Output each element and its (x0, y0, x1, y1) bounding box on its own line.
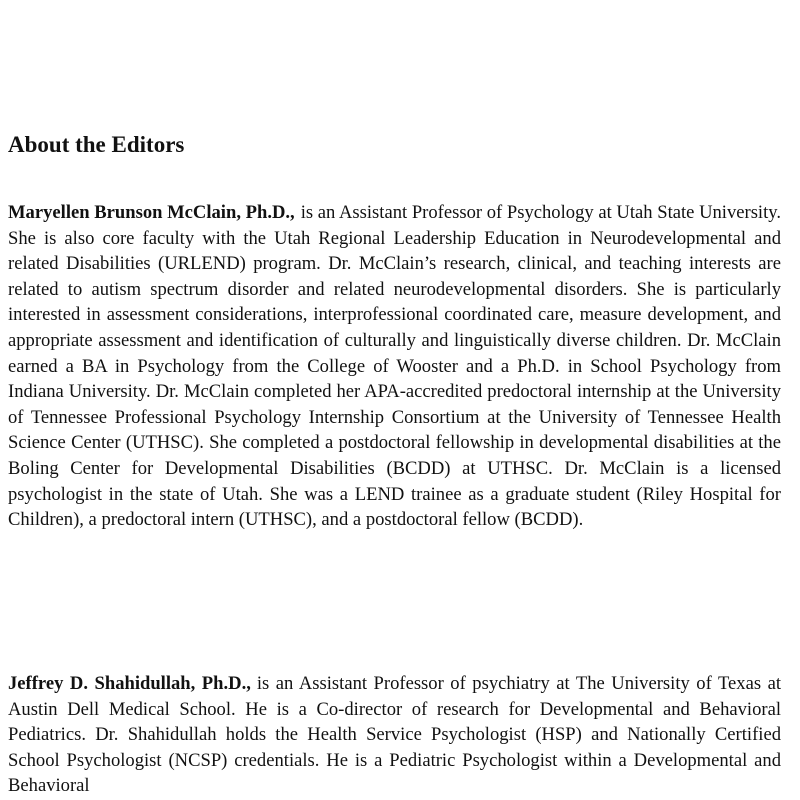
document-page (8, 0, 781, 800)
editor-bio-text: is an Assistant Professor of Psychology at Utah State University. She is also core faculty with the Utah Regional Leadership Education in Neurodevelopmental and related Disabilities (URLEND) program. Dr. McClain’s research, clinical, and teaching interests are related to autism spectrum disorder and related neurodevelopmental disorders. She is particularly interested in assessment considerations, interprofessional coordinated care, measure development, and appropriate assessment and identification of culturally and linguistically diverse children. Dr. McClain earned a BA in Psychology from the College of Wooster and a Ph.D. in School Psychology from Indiana University. Dr. McClain completed her APA-accredited predoctoral internship at the University of Tennessee Professional Psychology Internship Consortium at the University of Tennessee Health Science Center (UTHSC). She completed a postdoctoral fellowship in developmental disabilities at the Boling Center for Developmental Disabilities (BCDD) at UTHSC. Dr. McClain is a licensed psychologist in the state of Utah. She was a LEND trainee as a graduate student (Riley Hospital for Children), a predoctoral intern (UTHSC), and a postdoctoral fellow (BCDD). (8, 202, 781, 531)
section-heading: About the Editors (8, 132, 185, 157)
editor-bio-text: is an Assistant Professor of psychiatry at The University of Texas at Austin Dell Medical School. He is a Co-director of research for Developmental and Behavioral Pediatrics. Dr. Shahidullah holds the Health Service Psychologist (HSP) and Nationally Certified School Psychologist (NCSP) credentials. He is a Pediatric Psychologist within a Developmental and Behavioral (8, 673, 781, 797)
editor-bio-mcclain (8, 200, 781, 533)
editor-name: Jeffrey D. Shahidullah, Ph.D., (8, 673, 251, 694)
editor-bio-shahidullah (8, 671, 781, 799)
editor-name: Maryellen Brunson McClain, Ph.D., (8, 202, 295, 223)
